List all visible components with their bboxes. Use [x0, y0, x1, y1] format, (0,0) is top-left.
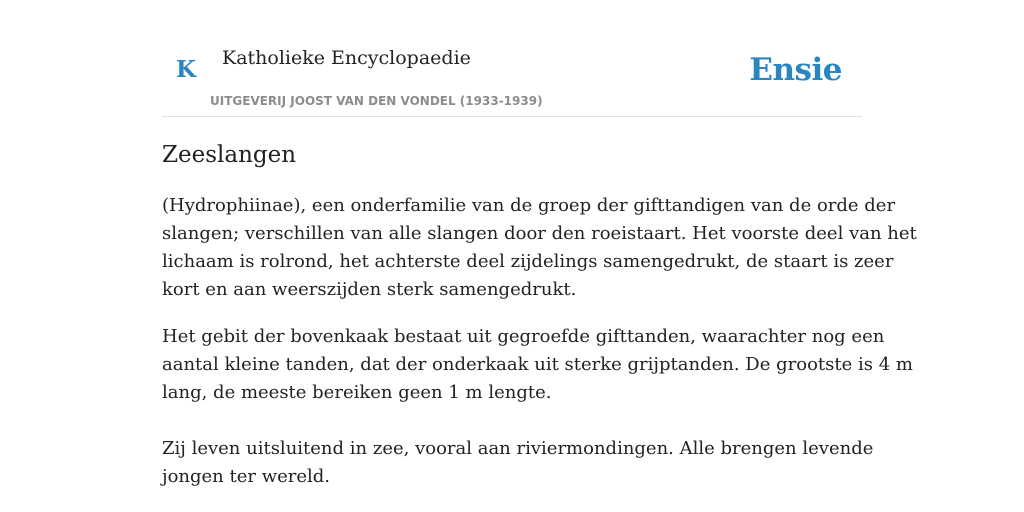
- encyclopedia-title-link[interactable]: Katholieke Encyclopaedie: [222, 47, 471, 69]
- paragraph-line: aantal kleine tanden, dat der onderkaak uit sterke grijptanden. De grootste is 4 m: [162, 354, 913, 375]
- site-header: [162, 0, 862, 117]
- paragraph-line: Het gebit der bovenkaak bestaat uit gegroefde gifttanden, waarachter nog een: [162, 326, 885, 347]
- paragraph-line: lichaam is rolrond, het achterste deel zijdelings samengedrukt, de staart is zeer: [162, 251, 894, 272]
- logo-letter[interactable]: K: [176, 56, 196, 83]
- article-paragraph: [162, 192, 917, 304]
- article-paragraph: [162, 435, 874, 491]
- paragraph-line: jongen ter wereld.: [162, 466, 331, 487]
- paragraph-line: lang, de meeste bereiken geen 1 m lengte.: [162, 382, 552, 403]
- article: [162, 136, 917, 491]
- paragraph-line: kort en aan weerszijden sterk samengedrukt.: [162, 279, 577, 300]
- paragraph-line: (Hydrophiinae), een onderfamilie van de groep der gifttandigen van de orde der: [162, 195, 896, 216]
- article-title: Zeeslangen: [162, 142, 297, 168]
- article-paragraph: [162, 323, 913, 407]
- paragraph-line: slangen; verschillen van alle slangen door den roeistaart. Het voorste deel van het: [162, 223, 917, 244]
- ensie-logo[interactable]: Ensie: [749, 52, 842, 88]
- publisher-subtitle: UITGEVERIJ JOOST VAN DEN VONDEL (1933-1939): [210, 94, 543, 108]
- paragraph-line: Zij leven uitsluitend in zee, vooral aan riviermondingen. Alle brengen levende: [162, 438, 874, 459]
